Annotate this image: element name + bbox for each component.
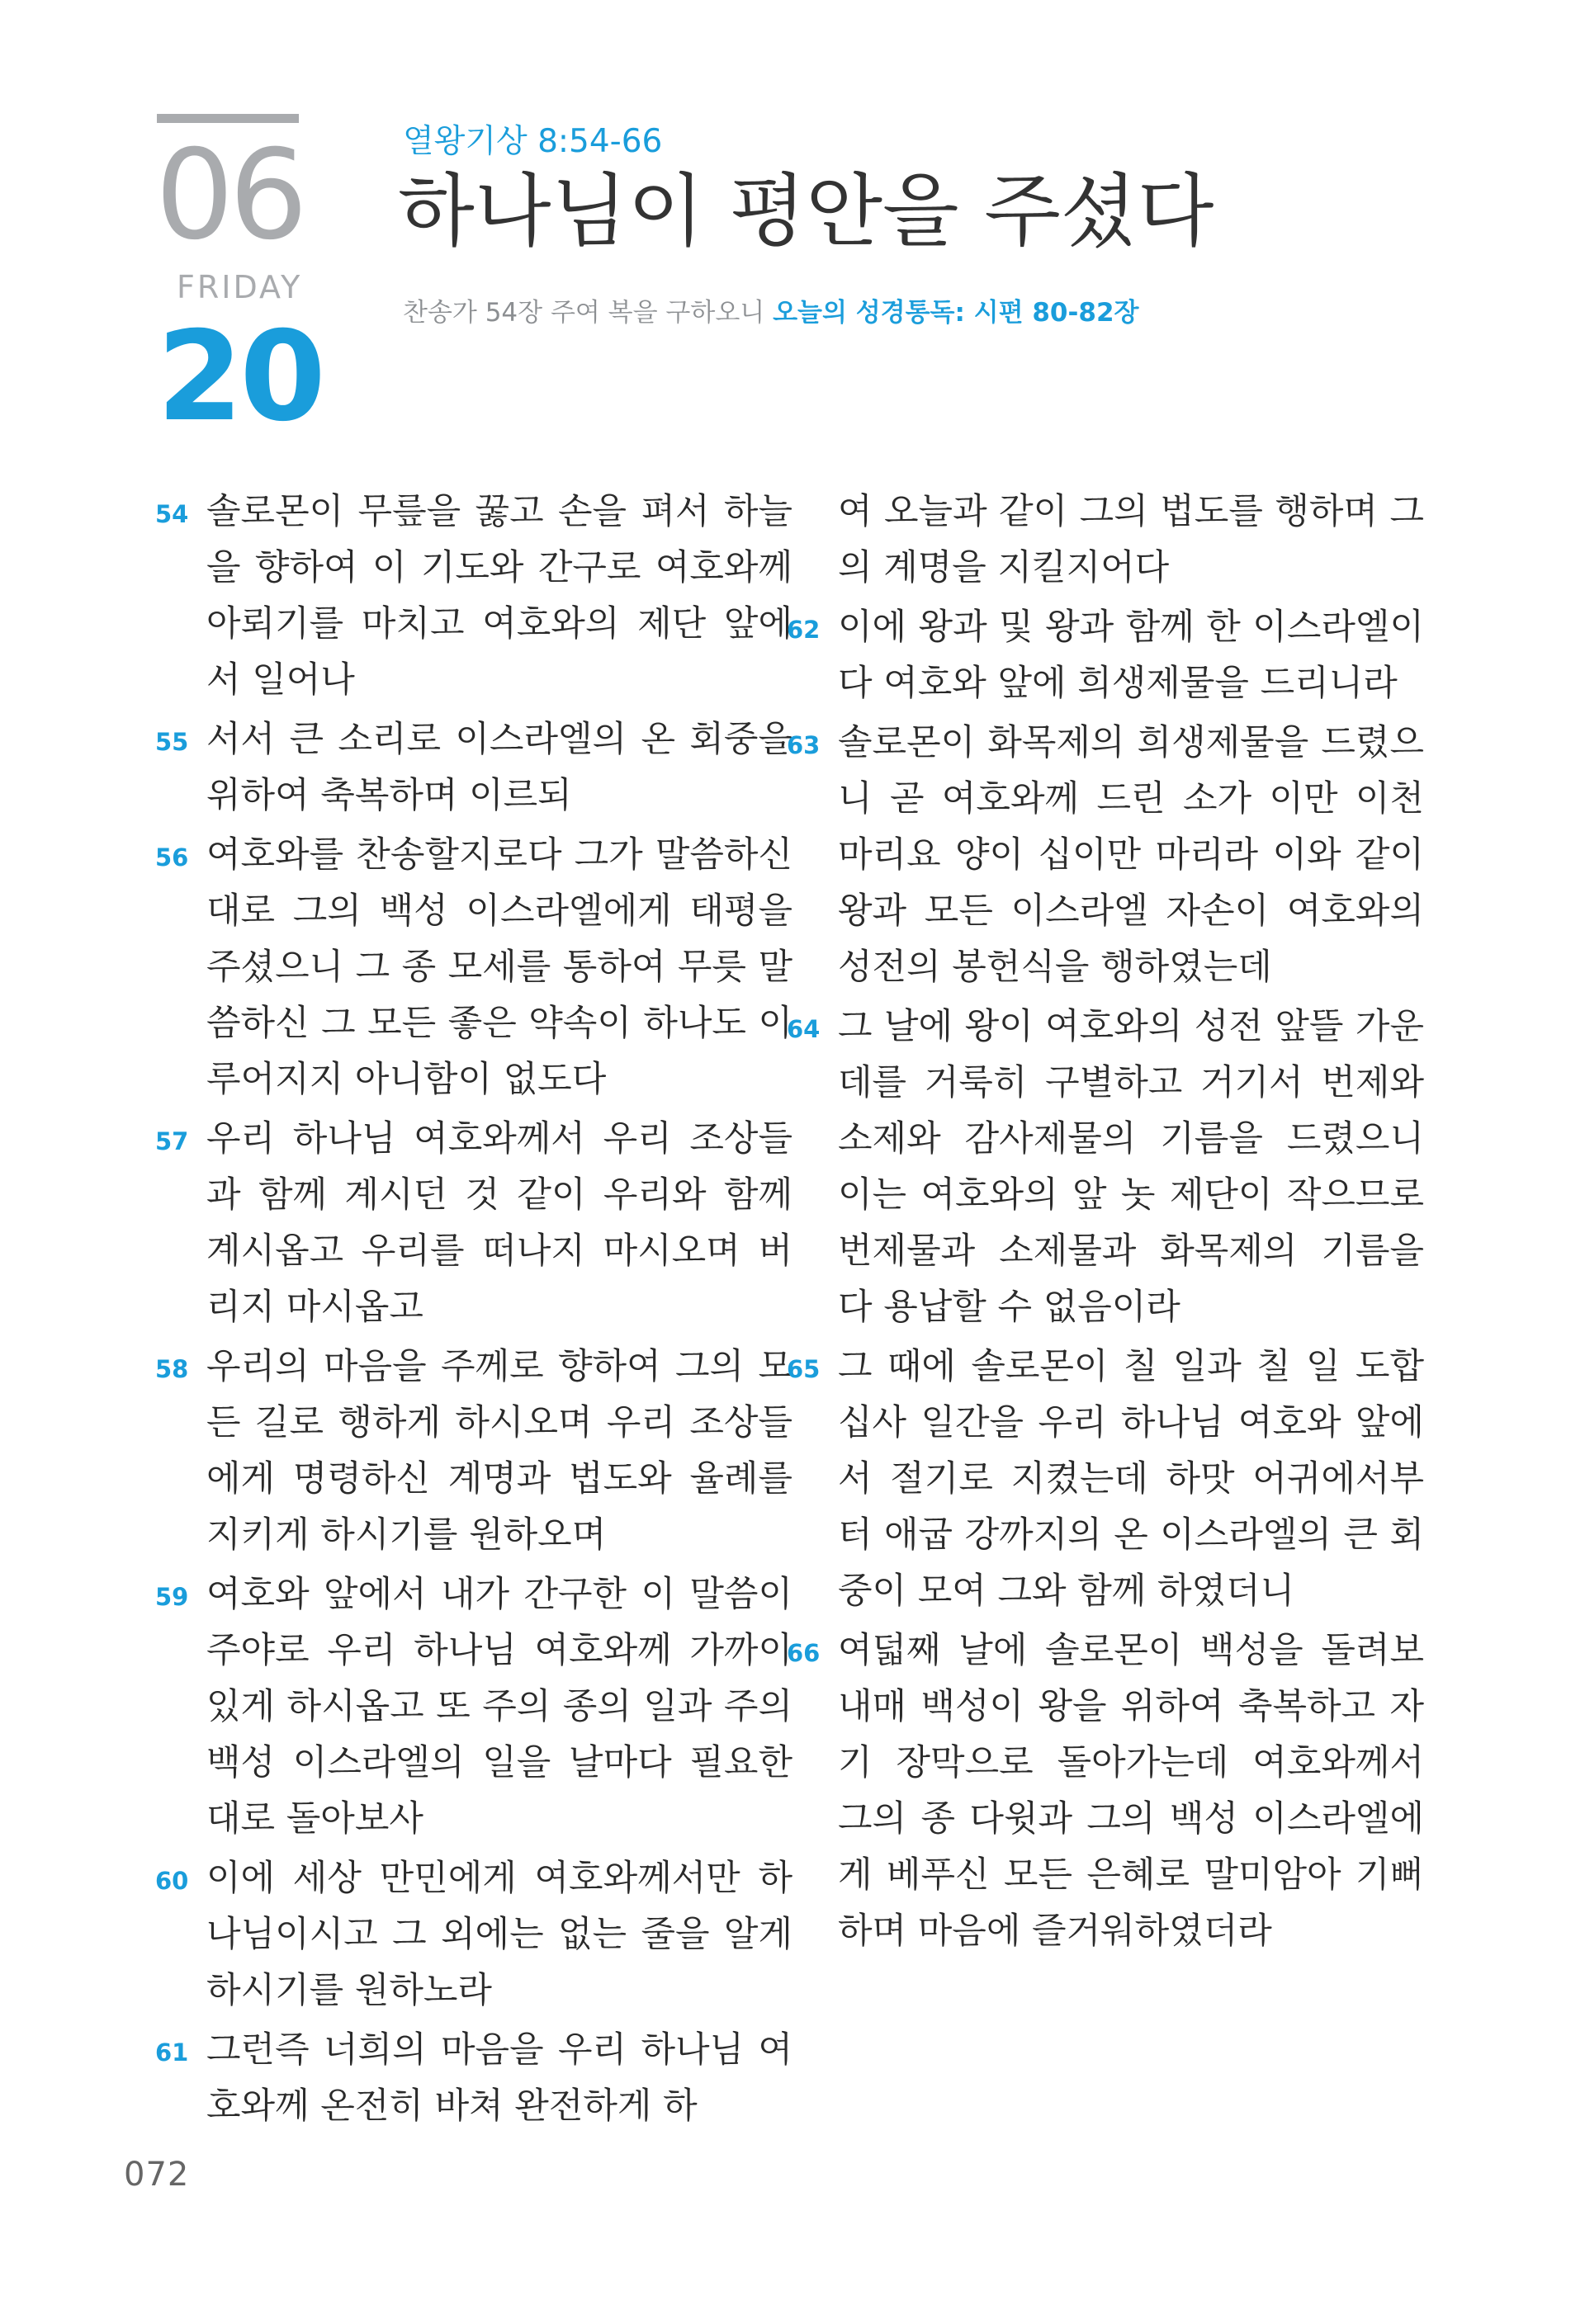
verse-text: 그런즉 너희의 마음을 우리 하나님 여호와께 온전히 바쳐 완전하게 하 [206, 2029, 792, 2127]
verse-text: 솔로몬이 화목제의 희생제물을 드렸으니 곧 여호와께 드린 소가 이만 이천 마리요 양이 십이만 마리라 이와 같이 왕과 모든 이스라엘 자손이 여호와의 성전의 봉헌식을 행하였는데 [838, 722, 1424, 988]
verse-text: 그 날에 왕이 여호와의 성전 앞뜰 가운데를 거룩히 구별하고 거기서 번제와 소제와 감사제물의 기름을 드렸으니 이는 여호와의 앞 놋 제단이 작으므로 번제물과 소제물과 화목제의 기름을 다 용납할 수 없음이라 [838, 1006, 1424, 1328]
verse-number: 64 [787, 1015, 821, 1043]
verse-number: 55 [155, 728, 189, 756]
hymn-text: 찬송가 54장 주여 복을 구하오니 [403, 298, 765, 328]
hymn-and-reading-line [403, 291, 1138, 328]
verse [787, 999, 1424, 1335]
verse [155, 711, 792, 824]
verse-text: 그 때에 솔로몬이 칠 일과 칠 일 도합 십사 일간을 우리 하나님 여호와 앞에서 절기로 지켰는데 하맛 어귀에서부터 애굽 강까지의 온 이스라엘의 큰 회중이 모여 그와 함께 하였더니 [838, 1346, 1424, 1612]
verse-text: 여덟째 날에 솔로몬이 백성을 돌려보내매 백성이 왕을 위하여 축복하고 자기 장막으로 돌아가는데 여호와께서 그의 종 다윗과 그의 백성 이스라엘에게 베푸신 모든 은혜로 말미암아 기뻐하며 마음에 즐거워하였더라 [838, 1630, 1424, 1952]
date-rule [157, 114, 299, 123]
verse [155, 1566, 792, 1847]
verse-text: 여호와를 찬송할지로다 그가 말씀하신 대로 그의 백성 이스라엘에게 태평을 주셨으니 그 종 모세를 통하여 무릇 말씀하신 그 모든 좋은 약속이 하나도 이루어지지 아니함이 없도다 [206, 834, 792, 1100]
verse-number: 65 [787, 1355, 821, 1383]
verse-text: 솔로몬이 무릎을 꿇고 손을 펴서 하늘을 향하여 이 기도와 간구로 여호와께 아뢰기를 마치고 여호와의 제단 앞에서 일어나 [206, 491, 792, 701]
verse-continuation [838, 484, 1424, 596]
verse-text: 서서 큰 소리로 이스라엘의 온 회중을 위하여 축복하며 이르되 [206, 719, 792, 816]
verse-number: 58 [155, 1355, 189, 1383]
verse-number: 57 [155, 1127, 189, 1155]
verse [787, 715, 1424, 995]
verse-number: 61 [155, 2038, 189, 2067]
verse [155, 1111, 792, 1335]
weekday-label: FRIDAY [177, 269, 303, 305]
scripture-reference: 열왕기상 8:54-66 [403, 123, 663, 160]
verse-text: 이에 세상 만민에게 여호와께서만 하나님이시고 그 외에는 없는 줄을 알게 하시기를 원하노라 [206, 1858, 792, 2011]
day-number: 20 [157, 305, 323, 449]
verse-number: 66 [787, 1639, 821, 1667]
verse-number: 63 [787, 731, 821, 759]
verse-number: 56 [155, 843, 189, 872]
verse-text: 여 오늘과 같이 그의 법도를 행하며 그의 계명을 지킬지어다 [838, 491, 1424, 588]
daily-reading: 오늘의 성경통독: 시편 80-82장 [773, 298, 1139, 328]
verse [155, 1850, 792, 2019]
verse [155, 484, 792, 708]
left-column [155, 484, 792, 2137]
verse-text: 우리의 마음을 주께로 향하여 그의 모든 길로 행하게 하시오며 우리 조상들에게 명령하신 계명과 법도와 율례를 지키게 하시기를 원하오며 [206, 1346, 792, 1556]
verse-number: 62 [787, 616, 821, 644]
page-number: 072 [124, 2156, 190, 2194]
verse-text: 여호와 앞에서 내가 간구한 이 말씀이 주야로 우리 하나님 여호와께 가까이 있게 하시옵고 또 주의 종의 일과 주의 백성 이스라엘의 일을 날마다 필요한 대로 돌아보사 [206, 1574, 792, 1840]
verse-text: 우리 하나님 여호와께서 우리 조상들과 함께 계시던 것 같이 우리와 함께 계시옵고 우리를 떠나지 마시오며 버리지 마시옵고 [206, 1118, 792, 1328]
verse [787, 599, 1424, 711]
verse [787, 1623, 1424, 1959]
verse-text: 이에 왕과 및 왕과 함께 한 이스라엘이 다 여호와 앞에 희생제물을 드리니라 [838, 607, 1424, 704]
right-column [787, 484, 1424, 1963]
verse [787, 1339, 1424, 1619]
verse [155, 1339, 792, 1563]
page-title: 하나님이 평안을 주셨다 [398, 165, 1214, 257]
verse [155, 827, 792, 1108]
verse-number: 60 [155, 1867, 189, 1895]
verse-number: 54 [155, 500, 189, 528]
verse [155, 2022, 792, 2134]
month-number: 06 [155, 124, 303, 267]
verse-number: 59 [155, 1583, 189, 1611]
